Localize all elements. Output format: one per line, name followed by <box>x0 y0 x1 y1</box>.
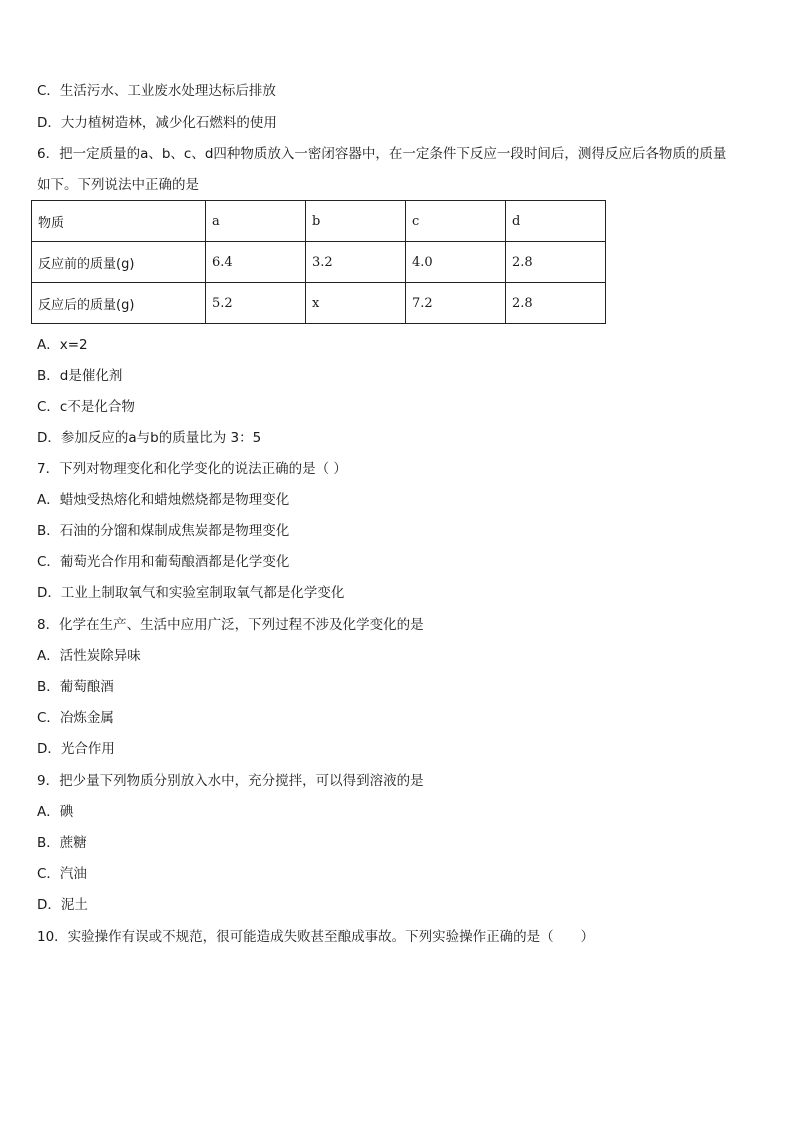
option-q6-c: C．c不是化合物 <box>37 399 135 415</box>
question-7-stem: 7．下列对物理变化和化学变化的说法正确的是（ ） <box>37 461 347 477</box>
option-q9-b: B．蔗糖 <box>37 835 87 851</box>
option-q7-a: A．蜡烛受热熔化和蜡烛燃烧都是物理变化 <box>37 492 290 508</box>
option-q8-a: A．活性炭除异味 <box>37 648 141 664</box>
option-q5-c: C．生活污水、工业废水处理达标后排放 <box>37 83 276 99</box>
question-6-stem-continued: 如下。下列说法中正确的是 <box>37 177 199 193</box>
option-q8-d: D．光合作用 <box>37 741 115 757</box>
table-cell: x <box>306 283 406 324</box>
mass-table <box>31 200 606 324</box>
option-q6-d: D．参加反应的a与b的质量比为 3：5 <box>37 430 262 446</box>
table-cell: 7.2 <box>406 283 506 324</box>
option-q7-b: B．石油的分馏和煤制成焦炭都是物理变化 <box>37 523 290 539</box>
option-q8-b: B．葡萄酿酒 <box>37 679 114 695</box>
question-8-stem: 8．化学在生产、生活中应用广泛，下列过程不涉及化学变化的是 <box>37 617 424 633</box>
option-q9-c: C．汽油 <box>37 866 87 882</box>
table-row <box>32 283 606 324</box>
table-cell: 2.8 <box>506 242 606 283</box>
question-6-stem: 6．把一定质量的a、b、c、d四种物质放入一密闭容器中，在一定条件下反应一段时间后，测得反应后各物质的质量 <box>37 146 727 162</box>
table-header-cell: c <box>406 201 506 242</box>
question-10-stem: 10．实验操作有误或不规范，很可能造成失败甚至酿成事故。下列实验操作正确的是（ ） <box>37 929 595 945</box>
table-row <box>32 242 606 283</box>
table-cell: 6.4 <box>206 242 306 283</box>
option-q6-b: B．d是催化剂 <box>37 368 123 384</box>
table-cell: 反应后的质量(g) <box>32 283 206 324</box>
table-cell: 2.8 <box>506 283 606 324</box>
table-header-cell: b <box>306 201 406 242</box>
option-q7-d: D．工业上制取氧气和实验室制取氧气都是化学变化 <box>37 585 345 601</box>
table-header-row <box>32 201 606 242</box>
option-q9-a: A．碘 <box>37 804 74 820</box>
table-header-cell: a <box>206 201 306 242</box>
question-9-stem: 9．把少量下列物质分别放入水中，充分搅拌，可以得到溶液的是 <box>37 773 424 789</box>
table-cell: 3.2 <box>306 242 406 283</box>
table-cell: 反应前的质量(g) <box>32 242 206 283</box>
option-q9-d: D．泥土 <box>37 897 88 913</box>
option-q7-c: C．葡萄光合作用和葡萄酿酒都是化学变化 <box>37 554 290 570</box>
option-q5-d: D．大力植树造林，减少化石燃料的使用 <box>37 115 277 131</box>
option-q6-a: A．x=2 <box>37 337 88 353</box>
option-q8-c: C．冶炼金属 <box>37 710 114 726</box>
table-cell: 5.2 <box>206 283 306 324</box>
table-header-cell: d <box>506 201 606 242</box>
table-header-cell: 物质 <box>32 201 206 242</box>
table-cell: 4.0 <box>406 242 506 283</box>
